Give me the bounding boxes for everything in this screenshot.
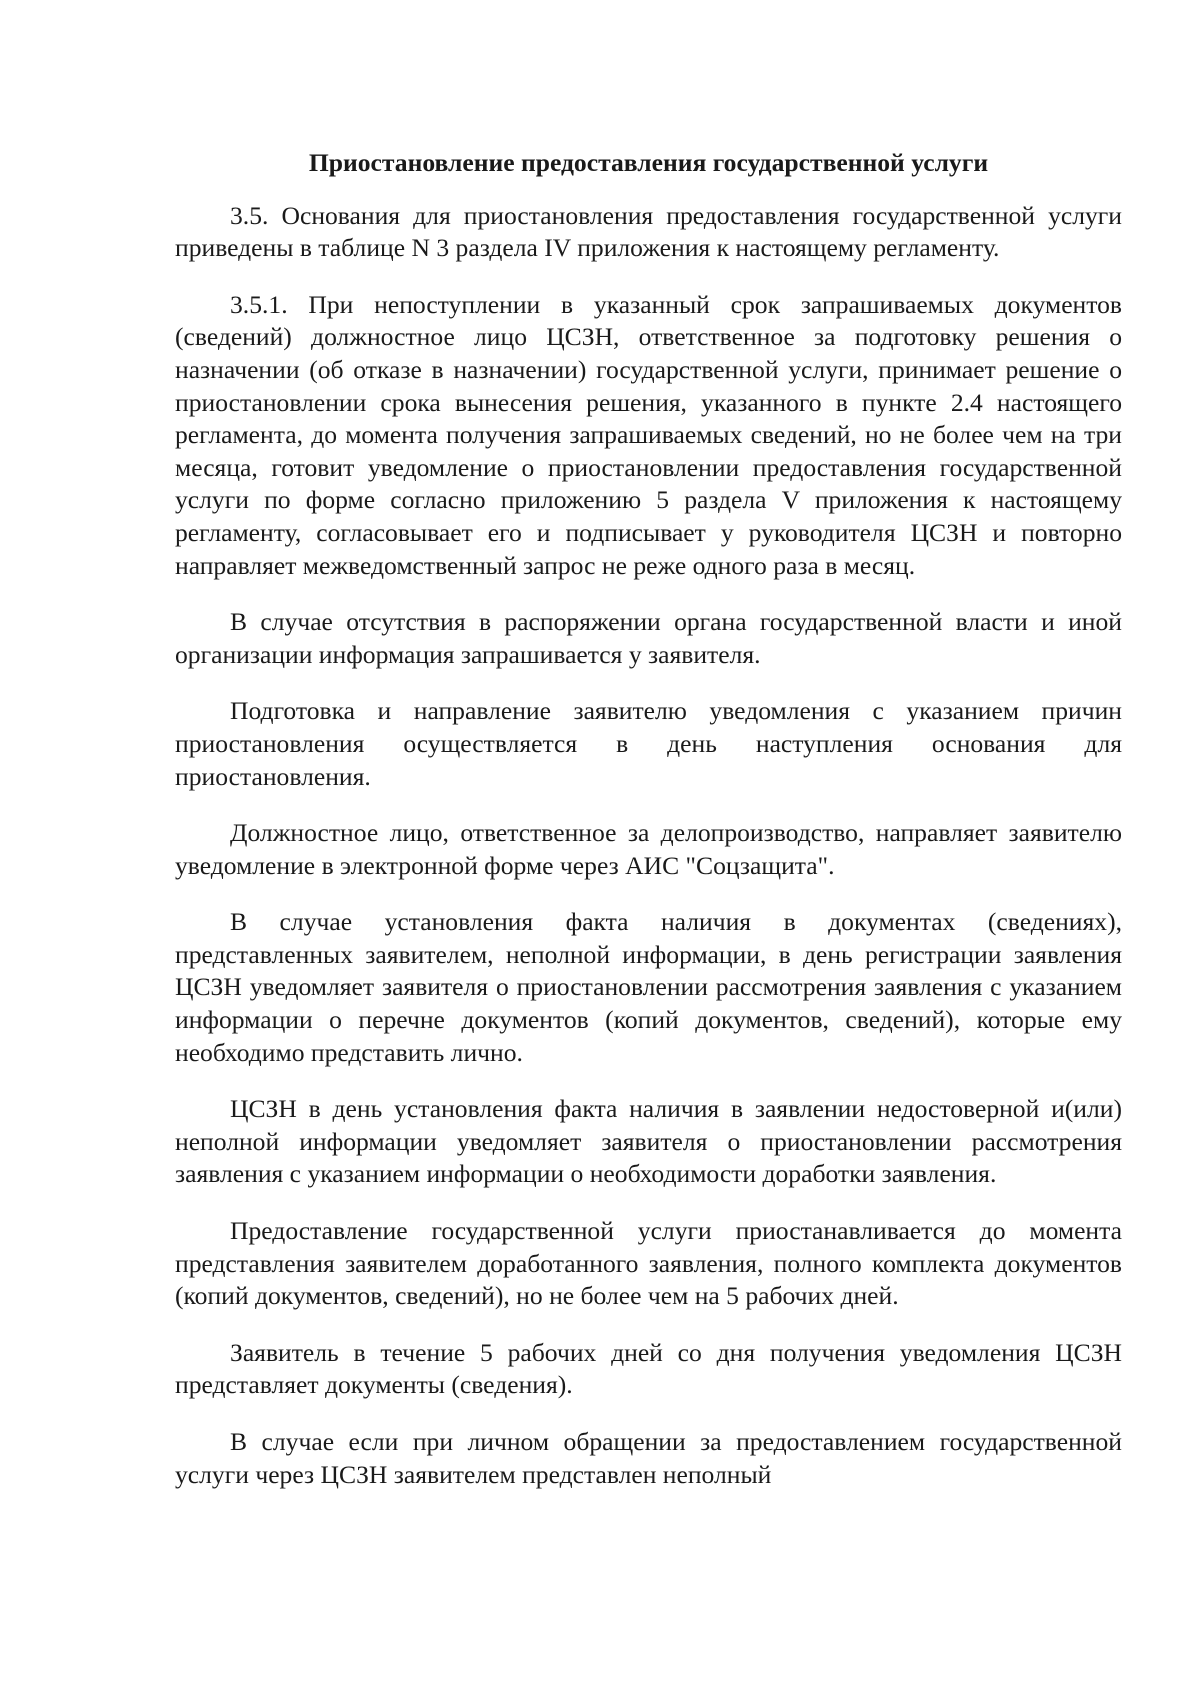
paragraph: ЦСЗН в день установления факта наличия в заявлении недостоверной и(или) неполной информации уведомляет заявителя о приостановлении рассмотрения заявления с указанием информации о необходимости доработки заявления.: [175, 1094, 1122, 1189]
paragraph: В случае установления факта наличия в документах (сведениях), представленных заявителем, неполной информации, в день регистрации заявления ЦСЗН уведомляет заявителя о приостановлении рассмотрения заявления с указанием информации о перечне документов (копий документов, сведений), которые ему необходимо представить лично.: [175, 907, 1122, 1067]
paragraph: 3.5. Основания для приостановления предоставления государственной услуги приведены в таблице N 3 раздела IV приложения к настоящему регламенту.: [175, 200, 1122, 263]
document-body: [175, 147, 1122, 1491]
section-title: Приостановление предоставления государственной услуги: [308, 148, 989, 177]
paragraph: В случае если при личном обращении за предоставлением государственной услуги через ЦСЗН заявителем представлен неполный: [175, 1427, 1122, 1489]
paragraph: 3.5.1. При непоступлении в указанный срок запрашиваемых документов (сведений) должностное лицо ЦСЗН, ответственное за подготовку решения о назначении (об отказе в назначении) государственной услуги, принимает решение о приостановлении срока вынесения решения, указанного в пункте 2.4 настоящего регламента, до момента получения запрашиваемых сведений, но не более чем на три месяца, готовит уведомление о приостановлении предоставления государственной услуги по форме согласно приложению 5 раздела V приложения к настоящему регламенту, согласовывает его и подписывает у руководителя ЦСЗН и повторно направляет межведомственный запрос не реже одного раза в месяц.: [175, 289, 1122, 580]
paragraph: В случае отсутствия в распоряжении органа государственной власти и иной организации информация запрашивается у заявителя.: [175, 607, 1122, 669]
paragraph: Заявитель в течение 5 рабочих дней со дня получения уведомления ЦСЗН представляет документы (сведения).: [175, 1337, 1122, 1400]
paragraph: Предоставление государственной услуги приостанавливается до момента представления заявителем доработанного заявления, полного комплекта документов (копий документов, сведений), но не более чем на 5 рабочих дней.: [175, 1216, 1122, 1311]
paragraph: Должностное лицо, ответственное за делопроизводство, направляет заявителю уведомление в электронной форме через АИС "Соцзащита".: [175, 818, 1122, 880]
paragraph: Подготовка и направление заявителю уведомления с указанием причин приостановления осуществляется в день наступления основания для приостановления.: [175, 696, 1122, 791]
